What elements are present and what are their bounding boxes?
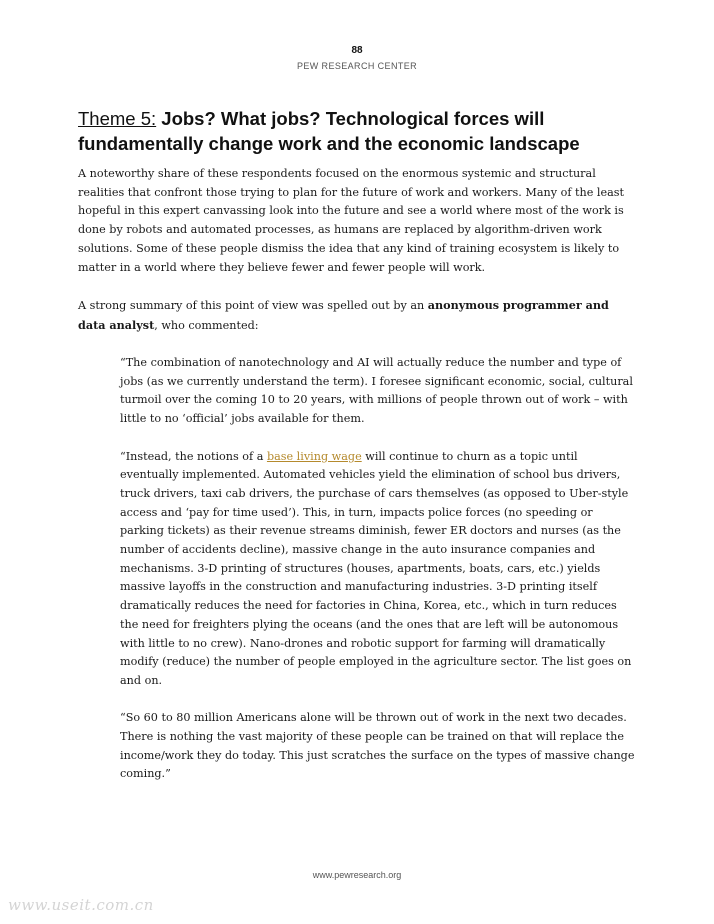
quote2-text-end: will continue to churn as a topic until eventually implemented. Automated vehicles yield the elimination of school bus drivers, truck drivers, taxi cab drivers, the purchase of cars themselves (as opposed to Uber-style access and ‘pay for time used’). This, in turn, impacts police forces (no speeding or parking tickets) as their revenue streams diminish, fewer ER doctors and nurses (as the number of accidents decline), massive change in the auto insurance companies and mechanisms. 3-D printing of structures (houses, apartments, boats, cars, etc.) yields massive layoffs in the construction and manufacturing industries. 3-D printing itself dramatically reduces the need for factories in China, Korea, etc., which in turn reduces the need for freighters plying the oceans (and the ones that are left will be autonomous with little to no crew). Nano-drones and robotic support for farming will dramatically modify (reduce) the number of people employed in the agriculture sector. The list goes on and on. [120,449,632,687]
quote-paragraph-1: “The combination of nanotechnology and AI will actually reduce the number and type of jobs (as we currently understand the term). I foresee significant economic, social, cultural turmoil over the coming 10 to 20 years, with millions of people thrown out of work – with little to no ‘official’ jobs available for them. [120,356,633,426]
page-number: 88 [351,45,363,56]
summary-text-start: A strong summary of this point of view was spelled out by an [78,298,428,312]
theme-heading: Jobs? What jobs? Technological forces will fundamentally change work and the economic landscape [78,108,580,154]
quote-paragraph-3: “So 60 to 80 million Americans alone will be thrown out of work in the next two decades. There is nothing the vast majority of these people can be trained on that will replace the income/work they do today. This just scratches the surface on the types of massive change coming.” [120,711,635,781]
summary-paragraph [78,296,638,335]
theme-title [78,106,658,156]
intro-paragraph: A noteworthy share of these respondents focused on the enormous systemic and structural realities that confront those trying to plan for the future of work and workers. Many of the least hopeful in this expert canvassing look into the future and see a world where most of the work is done by robots and automated processes, as humans are replaced by algorithm-driven work solutions. Some of these people dismiss the idea that any kind of training ecosystem is likely to matter in a world where they believe fewer and fewer people will work. [78,167,625,274]
org-name: PEW RESEARCH CENTER [296,61,418,71]
page-header [0,44,714,74]
watermark: www.useit.com.cn [8,896,154,914]
summary-text-end: , who commented: [154,318,259,332]
footer-url: www.pewresearch.org [312,870,402,880]
respondent-name: anonymous programmer and data analyst [78,297,609,332]
quote-paragraph-2 [120,448,638,691]
base-living-wage-link[interactable]: base living wage [266,449,362,463]
theme-label: Theme 5: [78,108,157,129]
quote2-text-start: “Instead, the notions of a [120,449,267,463]
document-body [78,165,638,803]
